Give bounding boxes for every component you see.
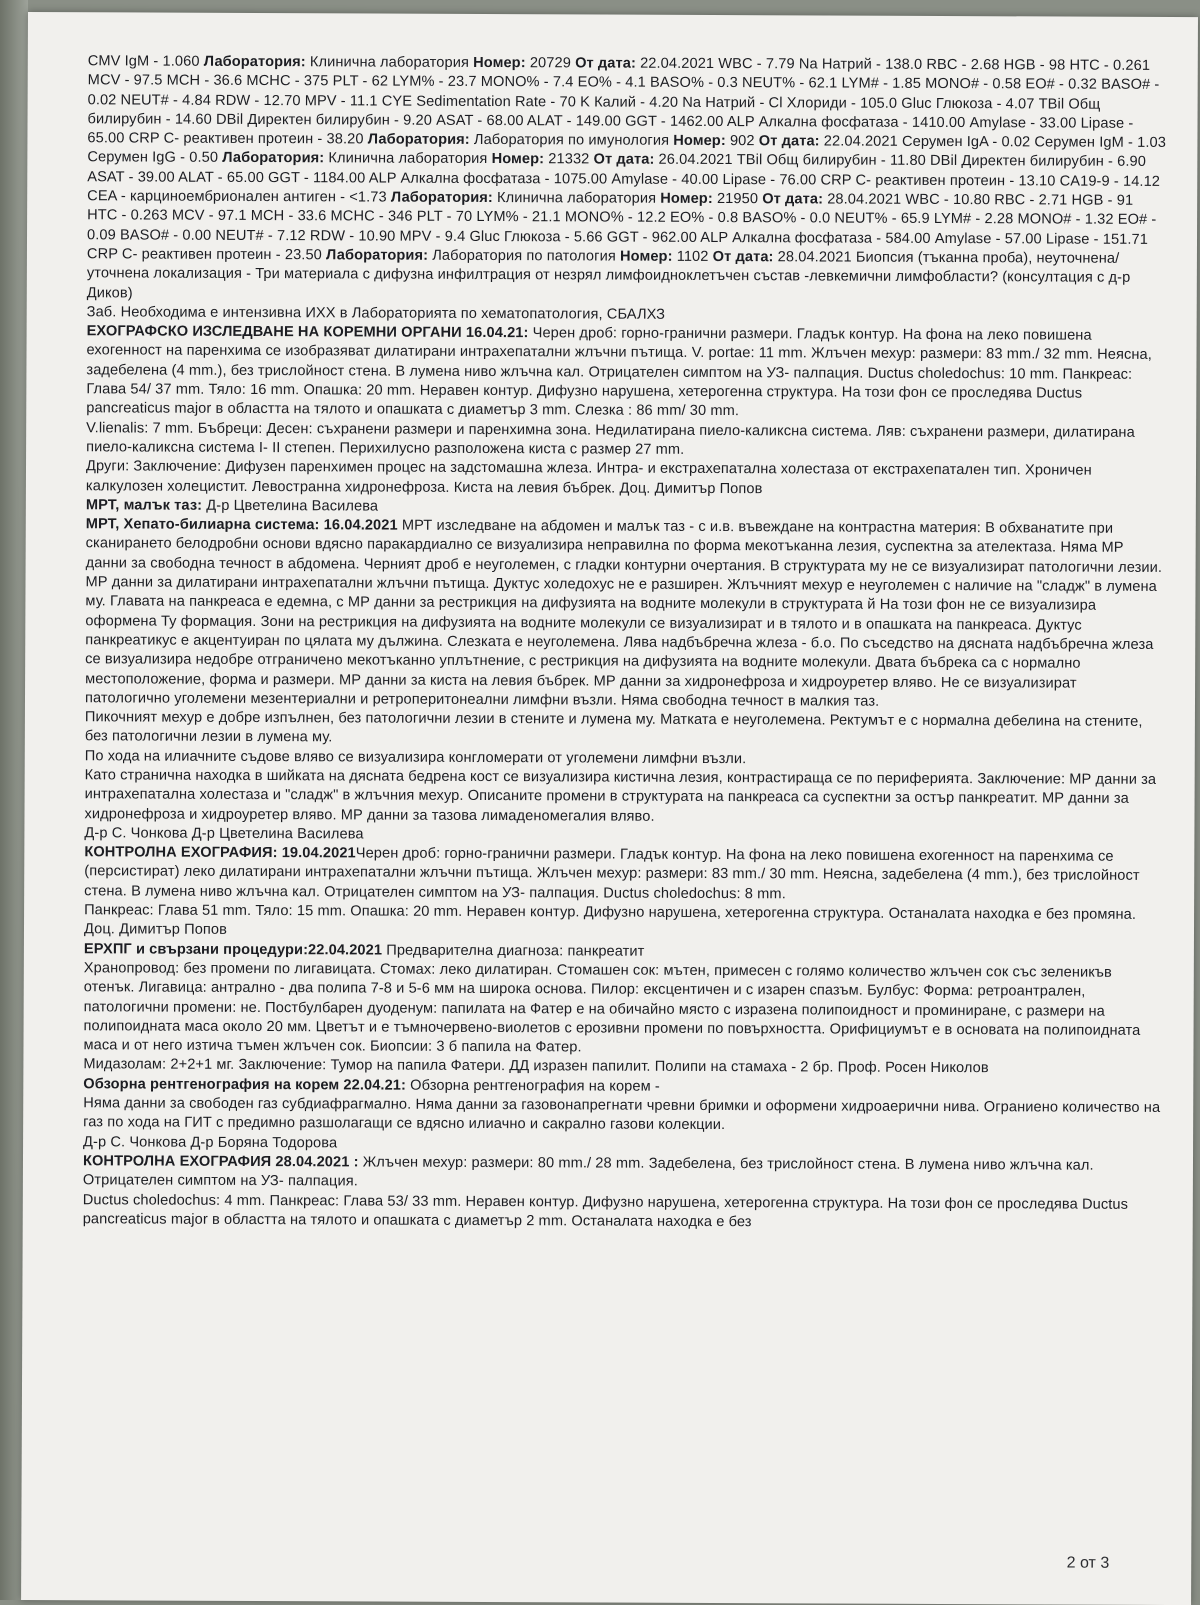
number-label: Номер:	[473, 54, 526, 72]
lab-label: Лаборатория:	[222, 150, 325, 167]
lab-label: Лаборатория:	[390, 189, 493, 207]
mri-lymph-text: По хода на илиачните съдове вляво се визуализира конгломерати от уголемени лимфни възли.	[84, 747, 747, 767]
xray-subtitle: Обзорна рентгенография на корем -	[405, 1077, 660, 1095]
xray-doctors: Д-р С. Чонкова Д-р Боряна Тодорова	[83, 1133, 338, 1151]
ultrasound-3-paragraph	[83, 1152, 1163, 1195]
lab-label: Лаборатория:	[203, 53, 306, 71]
mri-hepatobiliary-text: МРТ изследване на абдомен и малък таз - с и.в. въвеждане на контрастна материя: В обхванатите при сканирането белодробни основи вдясно паракардиално се визуализира неправилна по форма мекотъканна лезия, суспектна за ателектаза. Няма МР данни за свободна течност в абдомена. Черният дроб е неуголемен, с гладки контурни очертания. В структурата му не се визуализират патологични лезии. МР данни за дилатирани интрахепатални жлъчни пътища. Дуктус холедохус не е разширен. Жлъчният мехур е неуголемен с наличие на "сладж" в лумена му. Главата на панкреаса е едемна, с МР данни за рестрикция на дифузията на водните молекули в структурата й На този фон не се визуализира оформена Ту формация. Зони на рестрикция на дифузията на водните молекули се визуализират и в тялото и в опашката на панкреаса. Дуктус панкреатикус е акцентуиран по цялата му дължина. Слезката е неуголемена. Лява надбъбречна жлеза - б.о. По съседство на дясната надбъбречна жлеза се визуализира недобре отграничено мекотъканно уплътнение, с рестрикция на дифузията на водните молекули. Двата бъбрека са с нормално местоположение, форма и размери. МР данни за киста на левия бъбрек. МР данни за хидронефроза и хидроуретер вляво. Не се визуализират патологично уголемени мезентериални и ретроперитонеални лимфни възли. Няма свободна течност в малкия таз.	[84, 517, 1163, 710]
document-content	[83, 52, 1168, 1234]
number-label: Номер:	[660, 190, 713, 208]
mri-pelvis-title: МРТ, малък таз:	[85, 497, 203, 514]
ercp-title: ЕРХПГ и свързани процедури:22.04.2021	[83, 940, 383, 959]
number-label: Номер:	[673, 133, 726, 150]
lab-note: Заб. Необходима е интензивна ИХХ в Лабораторията по хематопатология, СБАЛХЗ	[86, 304, 666, 323]
lab-text: Клинична лаборатория	[305, 54, 474, 71]
date-label: От дата:	[575, 55, 636, 72]
lab-text: 902	[725, 133, 759, 150]
date-label: От дата:	[593, 151, 655, 169]
mri-hepatobiliary-title: МРТ, Хепато-билиарна система: 16.04.2021	[85, 516, 398, 534]
xray-findings: Няма данни за свободен газ субдиафрагмално. Няма данни за газовонапрегнати чревни бримки и оформени хидроаерични нива. Ограниено количество на газ по хода на ГИТ с предимно разшолагащи се вдясно илиачно и сакрално газови колекции.	[83, 1095, 1161, 1134]
lab-text: 22.04.2021 Серумен IgA - 0.02 Серумен IgM - 1.03 Серумен IgG - 0.50	[87, 133, 1166, 167]
document-page	[21, 12, 1198, 1605]
lab-text: Клинична лаборатория	[492, 190, 661, 207]
ercp-findings: Хранопровод: без промени по лигавицата. Стомах: леко дилатиран. Стомашен сок: мътен, примесен с голямо количество жлъчен сок със зеленикъв отенък. Лигавица: антрално - два полипа 7-8 и 5-6 мм на широка основа. Пилор: ексцентичен и с изарен спазъм. Булбус: Форма: ретроантрален, патологични промени: не. Постбулбарен дуоденум: папилата на Фатер е на обичайно място с изразена полипоидност и проминиране, с размери на полипоидната маса около 20 мм. Цветът и е тъмночервено-виолетов с ерозивни промени по повърхността. Орифициумът е в основата на полипоидната маса и от него изтича тъмен жлъчен сок. Биопсии: 3 б папила на Фатер.	[83, 960, 1141, 1056]
ercp-conclusion: Мидазолам: 2+2+1 мг. Заключение: Тумор на папила Фатери. ДД изразен папилит. Полипи на стамаха - 2 бр. Проф. Росен Николов	[83, 1056, 989, 1077]
ultrasound-1-kidneys: V.lienalis: 7 mm. Бъбреци: Десен: съхранени размери и паренхимна зона. Недилатирана пиело-каликсна система. Ляв: съхранени размери, дилатирана пиело-каликсна система I- II степен. Перихилусно разположена киста с размер 27 mm.	[86, 419, 1135, 458]
ultrasound-3-pancreas: Ductus choledochus: 4 mm. Панкреас: Глава 53/ 33 mm. Неравен контур. Дифузно нарушена, хетерогенна структура. На този фон се проследява Ductus pancreaticus major в областта на тялото и опашката с диаметър 2 mm. Останалата находка е без	[82, 1191, 1129, 1230]
date-label: От дата:	[762, 191, 824, 208]
mri-hepatobiliary-paragraph	[85, 515, 1166, 713]
mri-bladder-text: Пикочният мехур е добре изпълнен, без патологични лезии в стените и лумена му. Матката е неуголемена. Ректумът е с нормална дебелина на стените, без патологични лезии в лумена му.	[84, 709, 1143, 746]
date-label: От дата:	[758, 133, 820, 150]
ultrasound-2-pancreas: Панкреас: Глава 51 mm. Тяло: 15 mm. Опашка: 20 mm. Неравен контур. Дифузно нарушена, хетерогенна структура. Останалата находка е без промяна. Доц. Димитър Попов	[83, 902, 1137, 939]
ultrasound-1-title: ЕХОГРАФСКО ИЗСЛЕДВАНЕ НА КОРЕМНИ ОРГАНИ 16.04.21:	[86, 323, 529, 342]
date-label: От дата:	[712, 248, 774, 266]
lab-text: 21950	[712, 191, 763, 208]
lab-text: 1102	[672, 248, 713, 265]
xray-title: Обзорна рентгенография на корем 22.04.21:	[83, 1075, 407, 1094]
lab-text: 20729	[525, 55, 576, 72]
lab-text: 22.04.2021 WBC - 7.79 Na Натрий - 138.0 RBC - 2.68 HGB - 98 HTC - 0.261 MCV - 97.5 MCH - 36.6 MCHC - 375 PLT - 62 LYM% - 23.7 MONO% - 7.4 EO% - 4.1 BASO% - 0.3 NEUT% - 62.1 LYM# - 1.85 MONO# - 0.58 EO# - 0.32 BASO# - 0.02 NEUT# - 4.84 RDW - 12.70 MPV - 11.1 CYE Sedimentation Rate - 70 K Калий - 4.20 Na Натрий - Cl Хлориди - 105.0 Gluc Глюкоза - 4.07 TBil Общ билирубин - 14.60 DBil Директен билирубин - 9.20 ASAT - 68.00 ALAT - 149.00 GGT - 1462.00 ALP Алкална фосфатаза - 1410.00 Amylase - 33.00 Lipase - 65.00 CRP C- реактивен протеин - 38.20	[87, 55, 1160, 148]
mri-conclusion-text: Като странична находка в шийката на дясната бедрена кост се визуализира кистична лезия, контрастираща се по периферията. Заключение: МР данни за интрахепатална холестаза и "сладж" в жлъчния мехур. Описаните промени в структурата на панкреаса са суспектни за остър панкреатит. МР данни за хидронефроза и хидроуретер вляво. МР данни за тазова лимаденомегалия вляво.	[84, 767, 1157, 825]
page-number: 2 от 3	[1066, 1554, 1110, 1572]
lab-text: 21332	[544, 151, 594, 168]
lab-text: Лаборатория по патология	[428, 247, 621, 265]
lab-label: Лаборатория:	[326, 247, 429, 264]
ercp-diagnosis: Предварителна диагноза: панкреатит	[382, 942, 645, 960]
mri-doctors: Д-р С. Чонкова Д-р Цветелина Василева	[84, 825, 364, 843]
ultrasound-2-text: Черен дроб: горно-гранични размери. Гладък контур. На фона на леко повишена ехогенност на паренхима се (персистират) леко дилатирани интрахепатални жлъчни пътища. Жлъчен мехур: размери: 83 mm./ 30 mm. Неясна, задебелена (4 mm.), без трислойност стена. В лумена ниво жлъчна кал. Отрицателен симптом на УЗ- палпация. Ductus choledochus: 8 mm.	[84, 845, 1140, 903]
ultrasound-1-conclusion: Други: Заключение: Дифузен паренхимен процес на задстомашна жлеза. Интра- и екстрахепатална холестаза от екстрахепатален тип. Хроничен калкулозен холецистит. Левостранна хидронефроза. Киста на левия бъбрек. Доц. Димитър Попов	[85, 458, 1092, 497]
ultrasound-2-title: КОНТРОЛНА ЕХОГРАФИЯ: 19.04.2021	[84, 844, 356, 862]
lab-results-paragraph	[87, 52, 1168, 308]
lab-label: Лаборатория:	[367, 131, 470, 149]
ultrasound-1-text: Черен дроб: горно-гранични размери. Гладък контур. На фона на леко повишена ехогенност на паренхима се изобразяват дилатирани интрахепатални жлъчни пътища. V. portae: 11 mm. Жлъчен мехур: размери: 83 mm./ 32 mm. Неясна, задебелена (4 mm.), без трислойност стена. В лумена ниво жлъчна кал. Отрицателен симптом на УЗ- палпация. Ductus choledochus: 10 mm. Панкреас: Глава 54/ 37 mm. Тяло: 16 mm. Опашка: 20 mm. Неравен контур. Дифузно нарушена, хетерогенна структура. На този фон се проследява Ductus pancreaticus major в областта на тялото и опашката с диаметър 3 mm. Слезка : 86 mm/ 30 mm.	[86, 325, 1152, 420]
lab-text: Лаборатория по имунология	[469, 132, 674, 150]
ultrasound-3-title: КОНТРОЛНА ЕХОГРАФИЯ 28.04.2021 :	[82, 1153, 359, 1171]
mri-pelvis-doctor: Д-р Цветелина Василева	[202, 497, 379, 515]
ultrasound-3-text: Жлъчен мехур: размери: 80 mm./ 28 mm. Задебелена, без трислойност стена. В лумена ниво жлъчна кал. Отрицателен симптом на УЗ- палпация.	[82, 1154, 1094, 1190]
lab-text: 28.04.2021 WBC - 10.80 RBC - 2.71 HGB - 91 HTC - 0.263 MCV - 97.1 MCH - 33.6 MCHC - 346 PLT - 70 LYM% - 21.1 MONO% - 12.2 EO% - 0.8 BASO% - 0.0 NEUT% - 65.9 LYM# - 2.28 MONO# - 1.32 EO# - 0.09 BASO# - 0.00 NEUT# - 7.12 RDW - 10.90 MPV - 9.4 Gluc Глюкоза - 5.66 GGT - 962.00 ALP Алкална фосфатаза - 584.00 Amylase - 57.00 Lipase - 151.71 CRP C- реактивен протеин - 23.50	[86, 191, 1157, 264]
ultrasound-2-paragraph	[84, 843, 1164, 906]
lab-text: Клинична лаборатория	[324, 150, 492, 168]
number-label: Номер:	[619, 248, 673, 265]
lab-text: 28.04.2021 Биопсия (тъканна проба), неуточнена/уточнена локализация - Три материала с дифузна инфилтрация от незрял лимфоидноклетъчен състав -левкемични лимфобласти? (консултация с д-р Диков)	[86, 249, 1131, 302]
ultrasound-1-paragraph	[86, 322, 1166, 423]
number-label: Номер:	[491, 151, 545, 168]
lab-text: 26.04.2021 TBil Общ билирубин - 11.80 DBil Директен билирубин - 6.90 ASAT - 39.00 ALAT - 65.00 GGT - 1184.00 ALP Алкална фосфатаза - 1075.00 Amylase - 40.00 Lipase - 76.00 CRP C- реактивен протеин - 13.10 CA19-9 - 14.12 CEA - карциноембрионален антиген - <1.73	[87, 152, 1161, 206]
lab-text: CMV IgM - 1.060	[87, 53, 204, 70]
